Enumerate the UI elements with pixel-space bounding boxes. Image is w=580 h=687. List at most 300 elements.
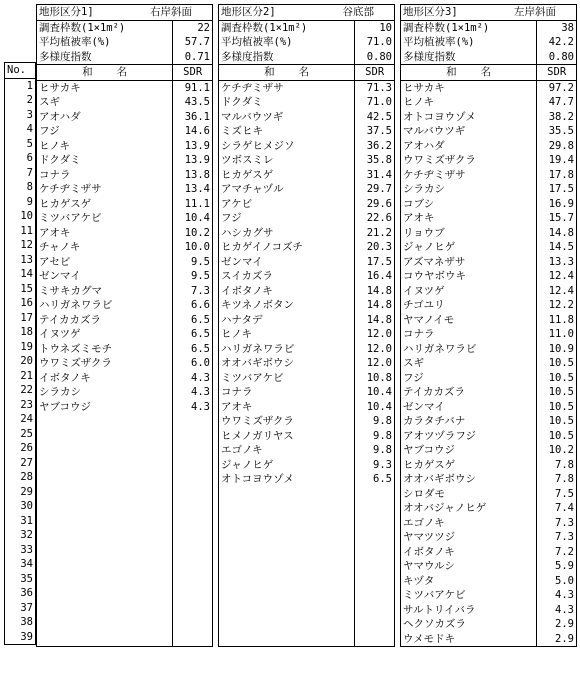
area-name: 谷底部 [342, 6, 374, 19]
empty-cell [173, 588, 213, 603]
species-sdr: 7.5 [537, 487, 577, 502]
species-name: ヒノキ [219, 327, 355, 342]
row-number: 22 [5, 383, 36, 398]
stat-label: 平均植被率(%) [37, 35, 173, 50]
stat-label: 調査枠数(1×1m²) [219, 20, 355, 35]
species-name: チゴユリ [401, 298, 537, 313]
species-sdr: 91.1 [173, 80, 213, 95]
row-number: 26 [5, 441, 36, 456]
species-name: ヒサカキ [401, 80, 537, 95]
species-sdr: 10.5 [537, 371, 577, 386]
block-area-3 [400, 4, 577, 647]
empty-cell [355, 501, 395, 516]
empty-cell [173, 516, 213, 531]
empty-cell [173, 443, 213, 458]
stat-value: 22 [173, 20, 213, 35]
species-sdr: 16.9 [537, 197, 577, 212]
species-sdr: 14.6 [173, 124, 213, 139]
row-number: 31 [5, 514, 36, 529]
empty-cell [37, 530, 173, 545]
empty-cell [37, 429, 173, 444]
species-sdr: 29.8 [537, 139, 577, 154]
row-number: 20 [5, 354, 36, 369]
species-name: オオバギボウシ [401, 472, 537, 487]
row-number: 3 [5, 108, 36, 123]
empty-cell [355, 617, 395, 632]
species-sdr: 10.2 [173, 226, 213, 241]
species-name: シラゲヒメジソ [219, 139, 355, 154]
row-number: 35 [5, 572, 36, 587]
species-sdr: 10.0 [173, 240, 213, 255]
species-name: スギ [401, 356, 537, 371]
area-title [37, 5, 213, 21]
block-area-2 [218, 4, 395, 647]
species-sdr: 6.0 [173, 356, 213, 371]
stat-value: 0.80 [537, 50, 577, 65]
species-name: シラカシ [37, 385, 173, 400]
empty-cell [37, 516, 173, 531]
species-sdr: 4.3 [173, 371, 213, 386]
species-sdr: 38.2 [537, 110, 577, 125]
area-name: 左岸斜面 [514, 6, 556, 19]
row-number: 37 [5, 601, 36, 616]
stat-value: 10 [355, 20, 395, 35]
species-name: ミサキカグマ [37, 284, 173, 299]
species-name: コナラ [37, 168, 173, 183]
species-name: ヤマツツジ [401, 530, 537, 545]
empty-cell [355, 632, 395, 647]
species-name: キヅタ [401, 574, 537, 589]
species-sdr: 7.2 [537, 545, 577, 560]
empty-cell [219, 588, 355, 603]
empty-cell [219, 501, 355, 516]
empty-cell [355, 545, 395, 560]
species-name: ケチヂミザサ [401, 168, 537, 183]
row-number: 10 [5, 209, 36, 224]
row-number: 5 [5, 137, 36, 152]
area-label: 地形区分2] [221, 6, 276, 19]
empty-cell [173, 458, 213, 473]
species-name: イボタノキ [219, 284, 355, 299]
empty-cell [37, 588, 173, 603]
row-number: 7 [5, 166, 36, 181]
species-sdr: 14.5 [537, 240, 577, 255]
empty-cell [355, 516, 395, 531]
species-name: アセビ [37, 255, 173, 270]
species-sdr: 21.2 [355, 226, 395, 241]
stat-label: 多様度指数 [401, 50, 537, 65]
species-sdr: 6.5 [173, 342, 213, 357]
species-name: アオキ [37, 226, 173, 241]
species-sdr: 6.5 [173, 313, 213, 328]
species-sdr: 14.8 [537, 226, 577, 241]
species-name: サルトリイバラ [401, 603, 537, 618]
stat-value: 0.80 [355, 50, 395, 65]
species-name: オオバギボウシ [219, 356, 355, 371]
row-number: 21 [5, 369, 36, 384]
species-sdr: 7.3 [537, 516, 577, 531]
name-header [37, 65, 173, 81]
stat-label: 多様度指数 [219, 50, 355, 65]
empty-cell [37, 632, 173, 647]
species-name: アマチャヅル [219, 182, 355, 197]
stat-value: 42.2 [537, 35, 577, 50]
species-name: エゴノキ [401, 516, 537, 531]
row-number: 4 [5, 122, 36, 137]
empty-cell [219, 617, 355, 632]
row-number: 29 [5, 485, 36, 500]
species-name: キツネノボタン [219, 298, 355, 313]
row-number: 1 [5, 78, 36, 93]
species-sdr: 9.5 [173, 269, 213, 284]
species-sdr: 13.9 [173, 139, 213, 154]
species-name: ヒカゲスゲ [219, 168, 355, 183]
area-name: 右岸斜面 [150, 6, 192, 19]
species-sdr: 6.5 [355, 472, 395, 487]
species-sdr: 36.2 [355, 139, 395, 154]
stat-value: 71.0 [355, 35, 395, 50]
row-number: 34 [5, 557, 36, 572]
row-number: 39 [5, 630, 36, 645]
species-name: ゼンマイ [219, 255, 355, 270]
species-name: テイカカズラ [37, 313, 173, 328]
species-sdr: 9.5 [173, 255, 213, 270]
empty-cell [37, 487, 173, 502]
row-number: 9 [5, 195, 36, 210]
stat-label: 多様度指数 [37, 50, 173, 65]
empty-cell [219, 603, 355, 618]
species-sdr: 17.5 [537, 182, 577, 197]
stat-label: 調査枠数(1×1m²) [401, 20, 537, 35]
species-sdr: 11.0 [537, 327, 577, 342]
species-sdr: 10.5 [537, 385, 577, 400]
row-number: 6 [5, 151, 36, 166]
empty-cell [37, 472, 173, 487]
species-name: ヤブコウジ [401, 443, 537, 458]
empty-cell [173, 603, 213, 618]
sdr-header: SDR [537, 65, 577, 81]
species-name: アオツヅラフジ [401, 429, 537, 444]
species-name: チャノキ [37, 240, 173, 255]
species-name: ヒメノガリヤス [219, 429, 355, 444]
empty-cell [173, 414, 213, 429]
empty-cell [355, 530, 395, 545]
stat-value: 0.71 [173, 50, 213, 65]
species-name: オトコヨウゾメ [219, 472, 355, 487]
species-name: シロダモ [401, 487, 537, 502]
row-number-column [4, 4, 36, 645]
empty-cell [37, 603, 173, 618]
species-name: マルバウツギ [401, 124, 537, 139]
empty-cell [173, 501, 213, 516]
species-sdr: 20.3 [355, 240, 395, 255]
area-title [401, 5, 577, 21]
species-sdr: 14.8 [355, 298, 395, 313]
species-name: ドクダミ [37, 153, 173, 168]
species-name: アオキ [219, 400, 355, 415]
area-label: 地形区分1] [39, 6, 94, 19]
empty-cell [37, 458, 173, 473]
row-number: 15 [5, 282, 36, 297]
row-number: 2 [5, 93, 36, 108]
species-sdr: 14.8 [355, 313, 395, 328]
sdr-header: SDR [355, 65, 395, 81]
species-sdr: 9.8 [355, 443, 395, 458]
species-name: アズマネザサ [401, 255, 537, 270]
species-sdr: 6.6 [173, 298, 213, 313]
empty-cell [219, 487, 355, 502]
empty-cell [37, 545, 173, 560]
name-header-part: 名 [298, 66, 310, 79]
species-name: コウヤボウキ [401, 269, 537, 284]
species-name: カラタチバナ [401, 414, 537, 429]
species-name: アオハダ [37, 110, 173, 125]
species-sdr: 9.8 [355, 414, 395, 429]
stat-value: 38 [537, 20, 577, 35]
species-sdr: 14.8 [355, 284, 395, 299]
empty-cell [37, 617, 173, 632]
species-sdr: 10.4 [355, 400, 395, 415]
species-name: ツボスミレ [219, 153, 355, 168]
row-number: 12 [5, 238, 36, 253]
stat-label: 調査枠数(1×1m²) [37, 20, 173, 35]
species-name: オオバジャノヒゲ [401, 501, 537, 516]
no-header: No. [5, 63, 36, 79]
species-name: ヤブコウジ [37, 400, 173, 415]
species-name: トウネズミモチ [37, 342, 173, 357]
stat-value: 57.7 [173, 35, 213, 50]
row-number: 33 [5, 543, 36, 558]
species-name: ヒノキ [37, 139, 173, 154]
species-sdr: 9.8 [355, 429, 395, 444]
species-name: スギ [37, 95, 173, 110]
species-sdr: 7.4 [537, 501, 577, 516]
species-sdr: 19.4 [537, 153, 577, 168]
species-name: ウワミズザクラ [37, 356, 173, 371]
empty-cell [173, 429, 213, 444]
empty-cell [37, 414, 173, 429]
species-name: ウワミズザクラ [219, 414, 355, 429]
species-name: ゼンマイ [401, 400, 537, 415]
row-number: 24 [5, 412, 36, 427]
row-number: 19 [5, 340, 36, 355]
row-number: 36 [5, 586, 36, 601]
species-sdr: 10.5 [537, 429, 577, 444]
empty-cell [173, 545, 213, 560]
row-number: 27 [5, 456, 36, 471]
species-sdr: 10.5 [537, 400, 577, 415]
species-sdr: 12.4 [537, 284, 577, 299]
empty-cell [37, 574, 173, 589]
species-sdr: 13.9 [173, 153, 213, 168]
species-name: ハリガネワラビ [401, 342, 537, 357]
species-name: ヒカゲスゲ [401, 458, 537, 473]
name-header-part: 名 [116, 66, 128, 79]
row-number: 14 [5, 267, 36, 282]
species-name: ヒカゲイノコズチ [219, 240, 355, 255]
species-sdr: 10.8 [355, 371, 395, 386]
species-name: コブシ [401, 197, 537, 212]
row-number: 38 [5, 615, 36, 630]
species-name: アオハダ [401, 139, 537, 154]
species-name: ヤマウルシ [401, 559, 537, 574]
species-sdr: 7.3 [173, 284, 213, 299]
species-sdr: 4.3 [537, 603, 577, 618]
empty-cell [173, 617, 213, 632]
empty-cell [355, 487, 395, 502]
species-name: ハシカグサ [219, 226, 355, 241]
species-name: ミツバアケビ [37, 211, 173, 226]
species-sdr: 5.0 [537, 574, 577, 589]
species-sdr: 12.2 [537, 298, 577, 313]
species-name: ハナタデ [219, 313, 355, 328]
species-sdr: 22.6 [355, 211, 395, 226]
species-sdr: 43.5 [173, 95, 213, 110]
species-sdr: 35.8 [355, 153, 395, 168]
species-name: ヒカゲスゲ [37, 197, 173, 212]
name-header [219, 65, 355, 81]
row-number: 18 [5, 325, 36, 340]
empty-cell [219, 559, 355, 574]
species-sdr: 10.4 [173, 211, 213, 226]
species-sdr: 31.4 [355, 168, 395, 183]
species-name: スイカズラ [219, 269, 355, 284]
species-name: ハリガネワラビ [37, 298, 173, 313]
empty-cell [355, 559, 395, 574]
species-sdr: 10.5 [537, 414, 577, 429]
species-name: ゼンマイ [37, 269, 173, 284]
species-sdr: 12.0 [355, 342, 395, 357]
species-sdr: 10.9 [537, 342, 577, 357]
empty-cell [37, 501, 173, 516]
species-name: ジャノヒゲ [401, 240, 537, 255]
empty-cell [173, 487, 213, 502]
species-sdr: 17.8 [537, 168, 577, 183]
species-name: イヌツゲ [37, 327, 173, 342]
species-sdr: 7.3 [537, 530, 577, 545]
species-name: コナラ [219, 385, 355, 400]
area-label: 地形区分3] [403, 6, 458, 19]
area-title [219, 5, 395, 21]
species-name: ジャノヒゲ [219, 458, 355, 473]
species-name: フジ [37, 124, 173, 139]
species-sdr: 13.3 [537, 255, 577, 270]
species-name: ケチヂミザサ [219, 80, 355, 95]
species-name: ウメモドキ [401, 632, 537, 647]
stat-label: 平均植被率(%) [401, 35, 537, 50]
row-number: 8 [5, 180, 36, 195]
species-sdr: 5.9 [537, 559, 577, 574]
species-sdr: 16.4 [355, 269, 395, 284]
empty-cell [173, 574, 213, 589]
row-number: 23 [5, 398, 36, 413]
empty-cell [219, 574, 355, 589]
species-sdr: 13.4 [173, 182, 213, 197]
species-name: ミツバアケビ [401, 588, 537, 603]
species-sdr: 15.7 [537, 211, 577, 226]
row-number: 25 [5, 427, 36, 442]
species-name: イボタノキ [401, 545, 537, 560]
empty-cell [219, 632, 355, 647]
row-number: 13 [5, 253, 36, 268]
species-name: マルバウツギ [219, 110, 355, 125]
block-area-1 [36, 4, 213, 647]
species-sdr: 29.6 [355, 197, 395, 212]
species-sdr: 2.9 [537, 632, 577, 647]
species-name: シラカシ [401, 182, 537, 197]
species-sdr: 10.5 [537, 356, 577, 371]
species-name: ケチヂミザサ [37, 182, 173, 197]
row-number: 11 [5, 224, 36, 239]
species-sdr: 17.5 [355, 255, 395, 270]
empty-cell [173, 530, 213, 545]
empty-cell [219, 545, 355, 560]
species-sdr: 4.3 [173, 385, 213, 400]
species-name: オトコヨウゾメ [401, 110, 537, 125]
species-name: ヒサカキ [37, 80, 173, 95]
name-header-part: 和 [82, 66, 93, 79]
species-name: ヘクソカズラ [401, 617, 537, 632]
empty-cell [219, 530, 355, 545]
species-name: イヌツゲ [401, 284, 537, 299]
species-name: ヤマノイモ [401, 313, 537, 328]
species-sdr: 12.0 [355, 356, 395, 371]
species-sdr: 13.8 [173, 168, 213, 183]
row-number: 17 [5, 311, 36, 326]
species-name: フジ [401, 371, 537, 386]
species-name: テイカカズラ [401, 385, 537, 400]
species-sdr: 10.2 [537, 443, 577, 458]
species-name: ヒノキ [401, 95, 537, 110]
species-name: リョウブ [401, 226, 537, 241]
species-name: フジ [219, 211, 355, 226]
name-header-part: 和 [446, 66, 457, 79]
species-name: ウワミズザクラ [401, 153, 537, 168]
species-name: ミズヒキ [219, 124, 355, 139]
name-header [401, 65, 537, 81]
species-sdr: 35.5 [537, 124, 577, 139]
species-sdr: 11.8 [537, 313, 577, 328]
name-header-part: 名 [480, 66, 492, 79]
species-sdr: 36.1 [173, 110, 213, 125]
species-sdr: 4.3 [173, 400, 213, 415]
row-number: 32 [5, 528, 36, 543]
species-sdr: 6.5 [173, 327, 213, 342]
species-sdr: 2.9 [537, 617, 577, 632]
species-name: コナラ [401, 327, 537, 342]
species-sdr: 42.5 [355, 110, 395, 125]
empty-cell [173, 559, 213, 574]
empty-cell [37, 443, 173, 458]
species-sdr: 7.8 [537, 458, 577, 473]
species-name: アオキ [401, 211, 537, 226]
species-name: イボタノキ [37, 371, 173, 386]
species-sdr: 11.1 [173, 197, 213, 212]
name-header-part: 和 [264, 66, 275, 79]
species-name: アケビ [219, 197, 355, 212]
empty-cell [173, 472, 213, 487]
species-sdr: 47.7 [537, 95, 577, 110]
empty-cell [355, 588, 395, 603]
species-name: ドクダミ [219, 95, 355, 110]
empty-cell [355, 603, 395, 618]
species-sdr: 97.2 [537, 80, 577, 95]
species-sdr: 9.3 [355, 458, 395, 473]
sdr-header: SDR [173, 65, 213, 81]
empty-cell [173, 632, 213, 647]
species-sdr: 4.3 [537, 588, 577, 603]
species-name: ミツバアケビ [219, 371, 355, 386]
